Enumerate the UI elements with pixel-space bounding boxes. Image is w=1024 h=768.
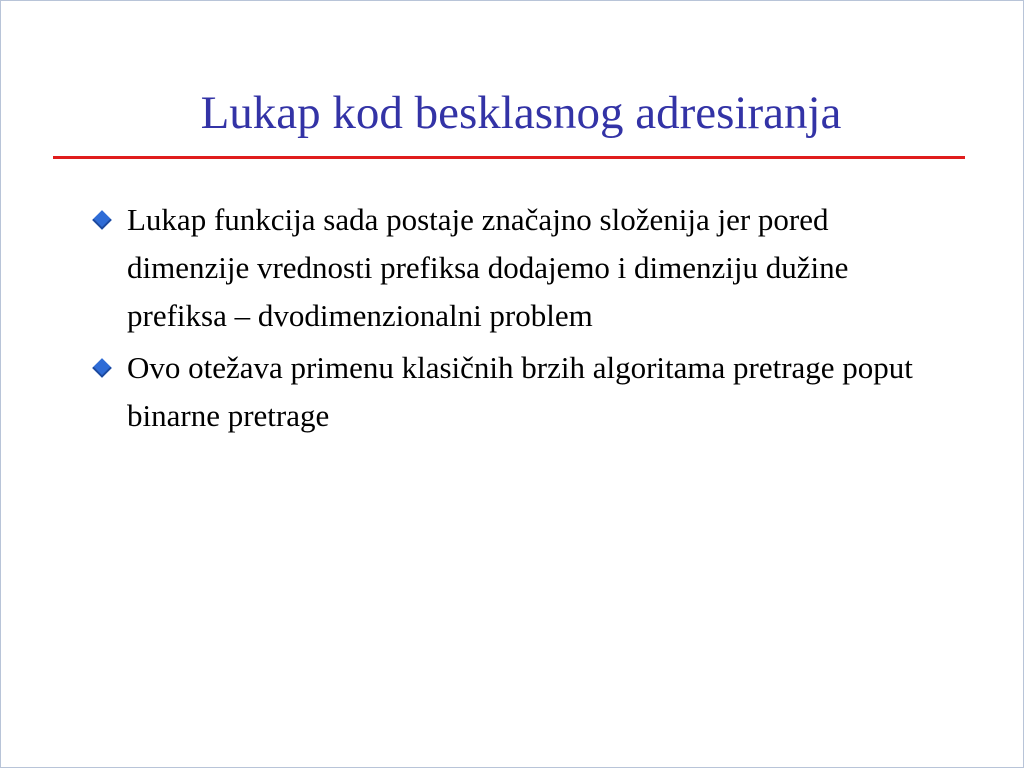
bullet-text-2: Ovo otežava primenu klasičnih brzih algoritama pretrage poput binarne pretrage [127, 350, 913, 433]
bullet-item-1 [91, 196, 951, 340]
title-underline [53, 156, 965, 159]
bullet-list [91, 196, 951, 444]
diamond-bullet-icon [92, 358, 112, 378]
diamond-bullet-icon [92, 210, 112, 230]
bullet-item-2 [91, 344, 951, 440]
slide-title: Lukap kod besklasnog adresiranja [200, 87, 842, 139]
bullet-text-1: Lukap funkcija sada postaje značajno složenija jer pored dimenzije vrednosti prefiksa dodajemo i dimenziju dužine prefiksa – dvodimenzionalni problem [127, 202, 849, 333]
